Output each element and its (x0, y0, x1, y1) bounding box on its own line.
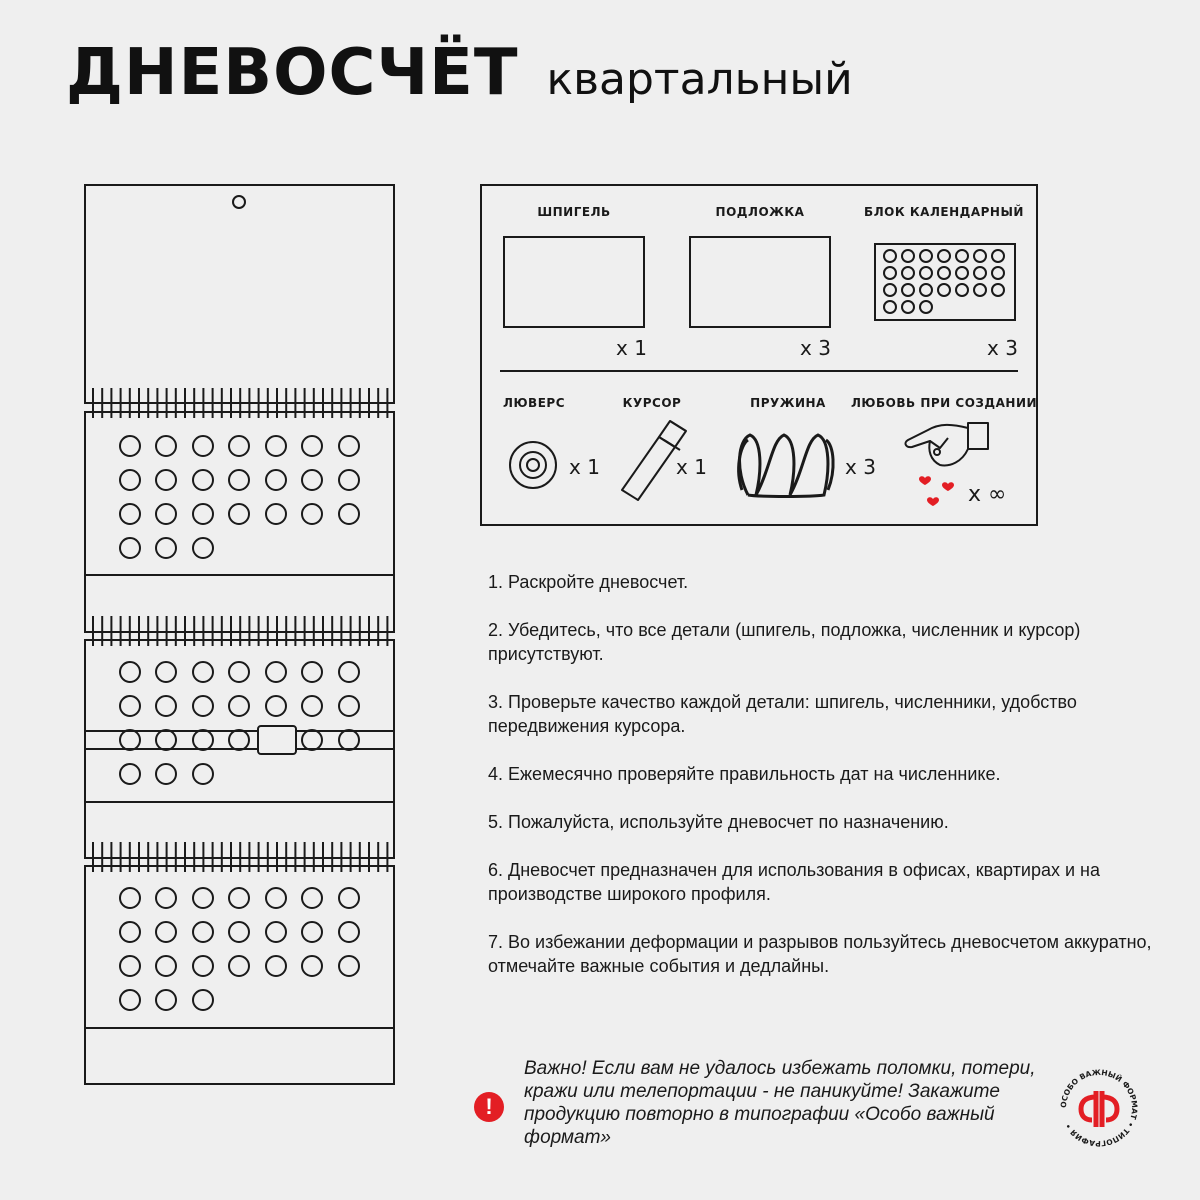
day-circle (339, 696, 359, 716)
mini-day-circle (992, 250, 1004, 262)
mini-day-circle (902, 267, 914, 279)
typography-logo (1054, 1063, 1144, 1153)
qty-calendar-block: x 3 (987, 336, 1018, 360)
day-circle (120, 888, 140, 908)
day-circle (193, 922, 213, 942)
day-circle (120, 504, 140, 524)
spring-coil-icon (739, 435, 833, 497)
day-circle (193, 470, 213, 490)
mini-day-circle (974, 284, 986, 296)
title-subtitle: квартальный (546, 54, 853, 105)
mini-day-circle (956, 250, 968, 262)
day-circle (193, 764, 213, 784)
day-circle (339, 470, 359, 490)
mini-day-circle (956, 284, 968, 296)
day-circle (266, 662, 286, 682)
day-circle (120, 696, 140, 716)
day-circle (156, 470, 176, 490)
calendar-cursor-window (258, 726, 296, 754)
day-circle (302, 470, 322, 490)
logo-ring-text: ОСОБО ВАЖНЫЙ ФОРМАТ • ТИПОГРАФИЯ • (1058, 1067, 1140, 1149)
day-circle (266, 436, 286, 456)
label-calendar-block: БЛОК КАЛЕНДАРНЫЙ (864, 205, 1024, 219)
instruction-item: 4. Ежемесячно проверяйте правильность дат на численнике. (488, 764, 1001, 784)
calendar-day-grid-2 (120, 662, 359, 784)
qty-spigel: x 1 (616, 336, 647, 360)
mini-day-circle (938, 284, 950, 296)
warning-text: Важно! Если вам не удалось избежать поломки, потери, кражи или телепортации - не паникуйте! Закажите продукцию повторно в типографии «Особо важный формат» (524, 1058, 1036, 1148)
label-luvers: ЛЮВЕРС (503, 396, 565, 410)
mini-day-circle (974, 267, 986, 279)
qty-love: x ∞ (968, 482, 1007, 507)
day-circle (229, 470, 249, 490)
calendar-section-3 (85, 866, 394, 1084)
label-love: ЛЮБОВЬ ПРИ СОЗДАНИИ (850, 396, 1038, 410)
day-circle (339, 888, 359, 908)
calendar-section-2 (85, 640, 394, 858)
mini-day-circle (956, 267, 968, 279)
mini-day-circle (902, 250, 914, 262)
day-circle (302, 922, 322, 942)
mini-day-circle (920, 250, 932, 262)
mini-day-circle (974, 250, 986, 262)
day-circle (120, 764, 140, 784)
day-circle (120, 730, 140, 750)
day-circle (339, 662, 359, 682)
day-circle (229, 504, 249, 524)
day-circle (339, 956, 359, 976)
day-circle (120, 470, 140, 490)
day-circle (156, 436, 176, 456)
instructions-list (488, 570, 1168, 1002)
day-circle (120, 990, 140, 1010)
day-circle (302, 436, 322, 456)
day-circle (229, 888, 249, 908)
mini-day-circle (884, 267, 896, 279)
mini-day-circle (938, 250, 950, 262)
day-circle (156, 662, 176, 682)
mini-day-circle (884, 250, 896, 262)
eyelet-icon (510, 442, 556, 488)
day-circle (302, 730, 322, 750)
day-circle (229, 730, 249, 750)
day-circle (193, 662, 213, 682)
day-circle (229, 436, 249, 456)
day-circle (156, 696, 176, 716)
calendar-section-1 (85, 412, 394, 632)
spigel-icon (504, 237, 644, 327)
calendar-header-spigel (85, 185, 394, 403)
day-circle (339, 922, 359, 942)
day-circle (156, 888, 176, 908)
title-main: ДНЕВОСЧЁТ (66, 36, 519, 110)
day-circle (266, 888, 286, 908)
day-circle (229, 662, 249, 682)
label-cursor: КУРСОР (622, 396, 682, 410)
calendar-springs (93, 388, 387, 872)
mini-day-circle (992, 267, 1004, 279)
day-circle (120, 922, 140, 942)
day-circle (266, 696, 286, 716)
day-circle (339, 730, 359, 750)
day-circle (266, 504, 286, 524)
day-circle (156, 538, 176, 558)
day-circle (266, 922, 286, 942)
instruction-item: 3. Проверьте качество каждой детали: шпигель, численники, удобство передвижения курсора. (488, 692, 1077, 736)
instruction-item: 5. Пожалуйста, используйте дневосчет по назначению. (488, 812, 949, 832)
qty-podlozhka: x 3 (800, 336, 831, 360)
day-circle (120, 436, 140, 456)
hand-pinch-icon (905, 423, 988, 465)
mini-day-circle (902, 284, 914, 296)
qty-luvers: x 1 (569, 455, 600, 479)
day-circle (193, 504, 213, 524)
svg-text:ОСОБО ВАЖНЫЙ ФОРМАТ • ТИПОГРАФ (1059, 1068, 1139, 1148)
day-circle (302, 956, 322, 976)
mini-day-circle (920, 301, 932, 313)
instruction-item: 6. Дневосчет предназначен для использования в офисах, квартирах и на производстве широкого профиля. (488, 860, 1100, 904)
day-circle (156, 504, 176, 524)
day-circle (193, 696, 213, 716)
day-circle (229, 696, 249, 716)
day-circle (193, 538, 213, 558)
day-circle (339, 504, 359, 524)
mini-day-circle (938, 267, 950, 279)
day-circle (302, 504, 322, 524)
mini-day-circle (920, 267, 932, 279)
day-circle (156, 922, 176, 942)
mini-day-circle (884, 284, 896, 296)
label-spigel: ШПИГЕЛЬ (537, 205, 611, 219)
day-circle (193, 888, 213, 908)
instruction-item: 1. Раскройте дневосчет. (488, 572, 689, 592)
day-circle (302, 696, 322, 716)
day-circle (193, 990, 213, 1010)
day-circle (339, 436, 359, 456)
day-circle (156, 764, 176, 784)
mini-day-circle (884, 301, 896, 313)
mini-day-circle (920, 284, 932, 296)
calendar-day-grid-1 (120, 436, 359, 558)
day-circle (120, 538, 140, 558)
mini-day-circle (902, 301, 914, 313)
label-podlozhka: ПОДЛОЖКА (715, 205, 805, 219)
day-circle (120, 956, 140, 976)
day-circle (229, 956, 249, 976)
day-circle (193, 436, 213, 456)
instruction-item: 2. Убедитесь, что все детали (шпигель, подложка, численник и курсор) присутствуют. (488, 620, 1081, 664)
calendar-hanging-hole (233, 196, 245, 208)
day-circle (302, 662, 322, 682)
day-circle (120, 662, 140, 682)
day-circle (156, 730, 176, 750)
day-circle (193, 730, 213, 750)
instruction-item: 7. Во избежании деформации и разрывов пользуйтесь дневосчетом аккуратно, отмечайте важные события и дедлайны. (488, 932, 1152, 976)
label-spring: ПРУЖИНА (750, 396, 826, 410)
calendar-block-icon (875, 244, 1015, 320)
day-circle (193, 956, 213, 976)
calendar-day-grid-3 (120, 888, 359, 1010)
day-circle (156, 956, 176, 976)
day-circle (266, 470, 286, 490)
day-circle (229, 922, 249, 942)
mini-day-circle (992, 284, 1004, 296)
day-circle (156, 990, 176, 1010)
warning-icon: ! (474, 1092, 504, 1122)
qty-spring: x 3 (845, 455, 876, 479)
podlozhka-icon (690, 237, 830, 327)
day-circle (302, 888, 322, 908)
logo-mark-icon (1081, 1091, 1117, 1127)
qty-cursor: x 1 (676, 455, 707, 479)
hearts-icon (919, 476, 954, 506)
day-circle (266, 956, 286, 976)
